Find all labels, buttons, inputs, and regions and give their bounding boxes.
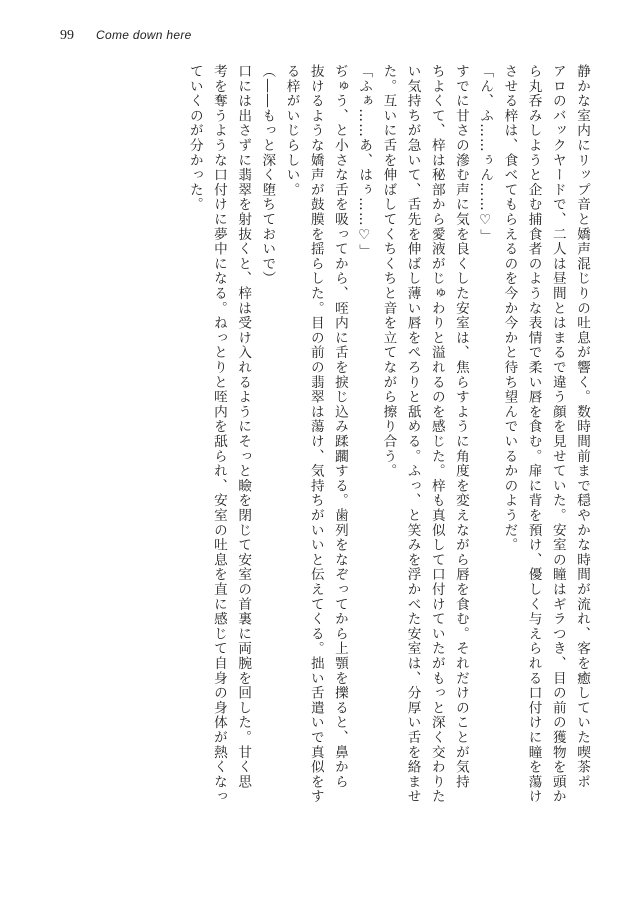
text-line: アロのバックヤードで、二人は昼間とはまるで違う顔を見せていた。安室の瞳はギラつき、目の前の獲物を頭か [549, 64, 566, 804]
thought-line: （――もっと深く堕ちておいで） [259, 64, 276, 286]
text-line: た。互いに舌を伸ばしてくちくちと音を立てながら擦り合う。 [380, 64, 397, 479]
text-line: ていくのが分かった。 [186, 64, 203, 212]
running-title: Come down here [96, 28, 192, 42]
text-line: ぢゅう、と小さな舌を吸ってから、咥内に舌を捩じ込み蹂躙する。歯列をなぞってから上顎を擽ると、鼻から [331, 64, 348, 790]
text-line: 考を奪うような口付けに夢中になる。ねっとりと咥内を舐られ、安室の吐息を直に感じて自身の身体が熱くなっ [210, 64, 227, 804]
text-line: すでに甘さの滲む声に気を良くした安室は、焦らすように角度を変えながら唇を食む。それだけのことが気持 [452, 64, 469, 790]
text-line: 口には出さずに翡翠を射抜くと、梓は受け入れるようにそっと瞼を閉じて安室の首裏に両腕を回した。甘く思 [235, 64, 252, 790]
text-line: い気持ちが急いて、舌先を伸ばし薄い唇をぺろりと舐める。ふっ、と笑みを浮かべた安室は、分厚い舌を絡ませ [404, 64, 421, 804]
text-line: 抜けるような嬌声が鼓膜を揺らした。目の前の翡翠は蕩け、気持ちがいいと伝えてくる。拙い舌遣いで真似をす [307, 64, 324, 804]
dialogue-line: 「ふぁ……あ、はぅ……♡」 [356, 64, 373, 259]
text-line: る梓がいじらしい。 [283, 64, 300, 198]
text-line: ちよくて、梓は秘部から愛液がじゅわりと溢れるのを感じた。梓も真似して口付けていたがもっと深く交わりた [428, 64, 445, 804]
text-line: ら丸呑みしようと企む捕食者のような表情で柔い唇を食む。扉に背を預け、優しく与えられる口付けに瞳を蕩け [525, 64, 542, 804]
page-header [60, 28, 192, 44]
text-line: させる梓は、食べてもらえるのを今か今かと待ち望んでいるかのようだ。 [501, 64, 518, 553]
vertical-body-text [34, 64, 594, 854]
page-number: 99 [60, 28, 74, 43]
dialogue-line: 「ん、ふ……ぅん……♡」 [477, 64, 494, 244]
text-line: 静かな室内にリップ音と嬌声混じりの吐息が響く。数時間前まで穏やかな時間が流れ、客を癒していた喫茶ポ [574, 64, 590, 790]
